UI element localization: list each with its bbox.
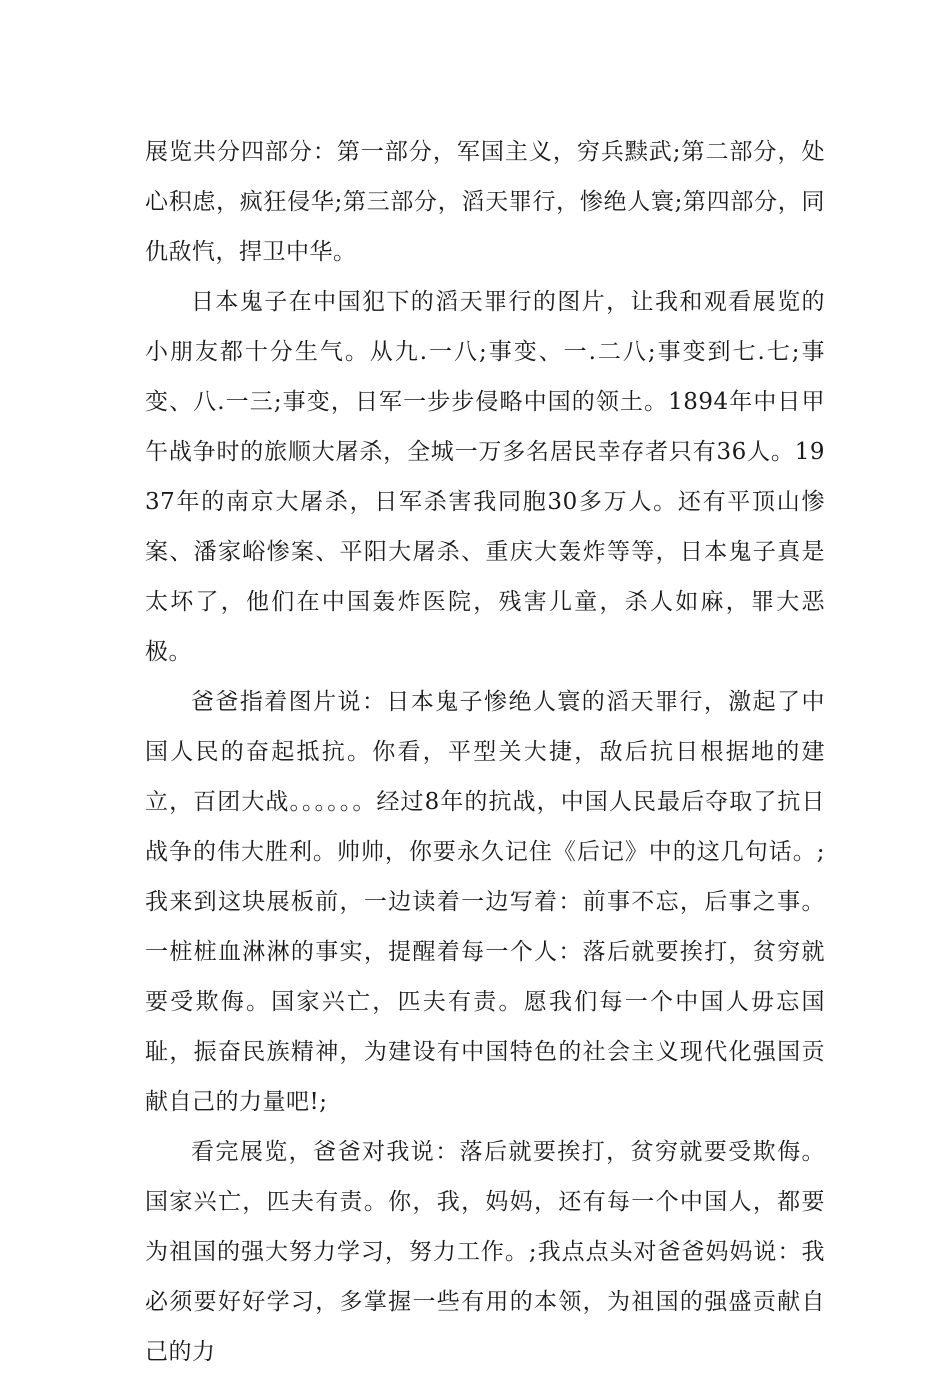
paragraph-after-exhibition: 看完展览，爸爸对我说：落后就要挨打，贫穷就要受欺侮。国家兴亡，匹夫有责。你，我，妈妈，还有每一个中国人，都要为祖国的强大努力学习，努力工作。;我点点头对爸爸妈妈说：我必须要好好学习，多掌握一些有用的本领，为祖国的强盛贡献自己的力 xyxy=(145,1139,825,1365)
paragraph-exhibition-parts: 展览共分四部分：第一部分，军国主义，穷兵黩武;第二部分，处心积虑，疯狂侵华;第三部分，滔天罪行，惨绝人寰;第四部分，同仇敌忾，捍卫中华。 xyxy=(145,139,825,265)
paragraph-father-remarks: 爸爸指着图片说：日本鬼子惨绝人寰的滔天罪行，激起了中国人民的奋起抵抗。你看，平型关大捷，敌后抗日根据地的建立，百团大战。。。。。。经过8年的抗战，中国人民最后夺取了抗日战争的伟大胜利。帅帅，你要永久记住《后记》中的这几句话。;我来到这块展板前，一边读着一边写着：前事不忘，后事之事。一桩桩血淋淋的事实，提醒着每一个人：落后就要挨打，贫穷就要受欺侮。国家兴亡，匹夫有责。愿我们每一个中国人毋忘国耻，振奋民族精神，为建设有中国特色的社会主义现代化强国贡献自己的力量吧!; xyxy=(145,689,825,1115)
document-body xyxy=(145,127,825,1377)
paragraph-war-crimes: 日本鬼子在中国犯下的滔天罪行的图片，让我和观看展览的小朋友都十分生气。从九.一八;事变、一.二八;事变到七.七;事变、八.一三;事变，日军一步步侵略中国的领土。1894年中日甲午战争时的旅顺大屠杀，全城一万多名居民幸存者只有36人。1937年的南京大屠杀，日军杀害我同胞30多万人。还有平顶山惨案、潘家峪惨案、平阳大屠杀、重庆大轰炸等等，日本鬼子真是太坏了，他们在中国轰炸医院，残害儿童，杀人如麻，罪大恶极。 xyxy=(145,289,825,665)
